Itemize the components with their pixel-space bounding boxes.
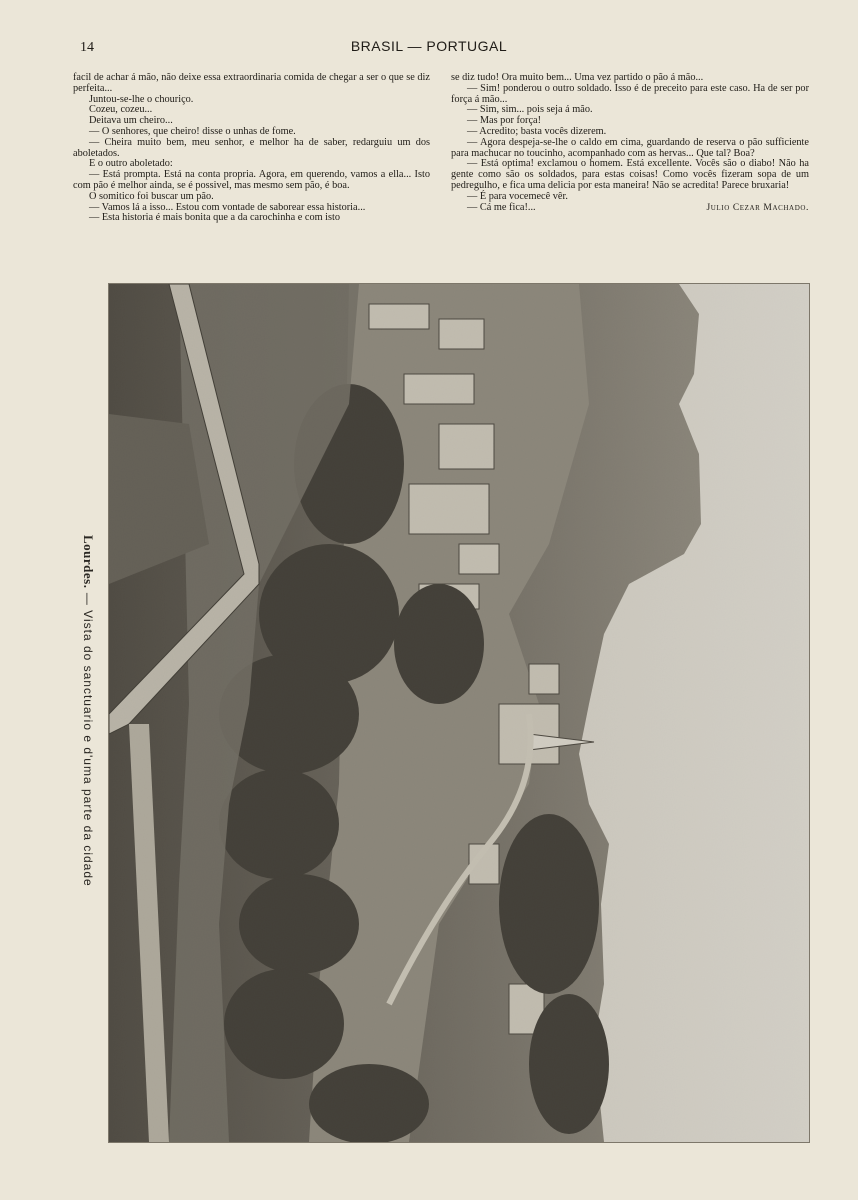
paragraph: — Cheira muito bem, meu senhor, e melhor ha de saber, redarguiu um dos aboletados.	[73, 136, 430, 159]
running-title: BRASIL — PORTUGAL	[350, 38, 508, 54]
article-right-column	[451, 73, 809, 213]
paragraph: se diz tudo! Ora muito bem... Uma vez partido o pão á mão...	[451, 72, 704, 83]
paragraph: — Está prompta. Está na conta propria. Agora, em querendo, vamos a ella... Isto com pão é melhor ainda, se é possivel, mas mesmo sem pão, é boa.	[73, 169, 430, 191]
paragraph: — Vamos lá a isso... Estou com vontade de saborear essa historia...	[89, 201, 366, 213]
paragraph: — É para vocemecê vêr.	[467, 190, 568, 202]
paragraph: — O senhores, que cheiro! disse o unhas de fome.	[89, 125, 296, 137]
paragraph: — Agora despeja-se-lhe o caldo em cima, guardando de reserva o pão sufficiente para machucar no toucinho, acompanhado com as hervas... Que tal? Boa?	[451, 136, 809, 159]
caption-text: — Vista do sanctuario e d'uma parte da cidade	[81, 588, 95, 887]
landscape-illustration	[109, 284, 809, 1142]
paragraph: — Sim! ponderou o outro soldado. Isso é de preceito para este caso. Ha de ser por força á mão...	[451, 82, 809, 105]
paragraph: Deitava um cheiro...	[89, 115, 173, 127]
paragraph: O somitico foi buscar um pão.	[89, 190, 214, 202]
photo-caption	[80, 535, 96, 887]
paragraph: Juntou-se-lhe o chouriço.	[89, 93, 194, 105]
author-signature: Julio Cezar Machado.	[706, 202, 809, 213]
paragraph: — Sim, sim... pois seja á mão.	[467, 104, 593, 116]
page-number: 14	[80, 40, 94, 55]
paragraph: E o outro aboletado:	[89, 158, 173, 170]
paragraph: — Cá me fica!...	[467, 201, 536, 213]
lourdes-photograph	[108, 283, 810, 1143]
paragraph: — Esta historia é mais bonita que a da carochinha e com isto	[89, 212, 341, 224]
paragraph: — Acredito; basta vocês dizerem.	[467, 125, 607, 137]
paragraph: — Está optima! exclamou o homem. Está excellente. Vocês são o diabo! Não ha gente como são os soldados, para estas coisas! Como vocês fizeram sopa de um pedregulho, e fica uma delicia por esta maneira! Não se acredita! Parece bruxaria!	[451, 158, 809, 191]
paragraph: — Mas por força!	[467, 115, 542, 127]
caption-title: Lourdes.	[81, 535, 96, 589]
paragraph: Cozeu, cozeu...	[89, 104, 153, 116]
paragraph: facil de achar á mão, não deixe essa extraordinaria comida de chegar a ser o que se diz perfeita...	[73, 72, 430, 94]
article-left-column	[73, 73, 430, 224]
